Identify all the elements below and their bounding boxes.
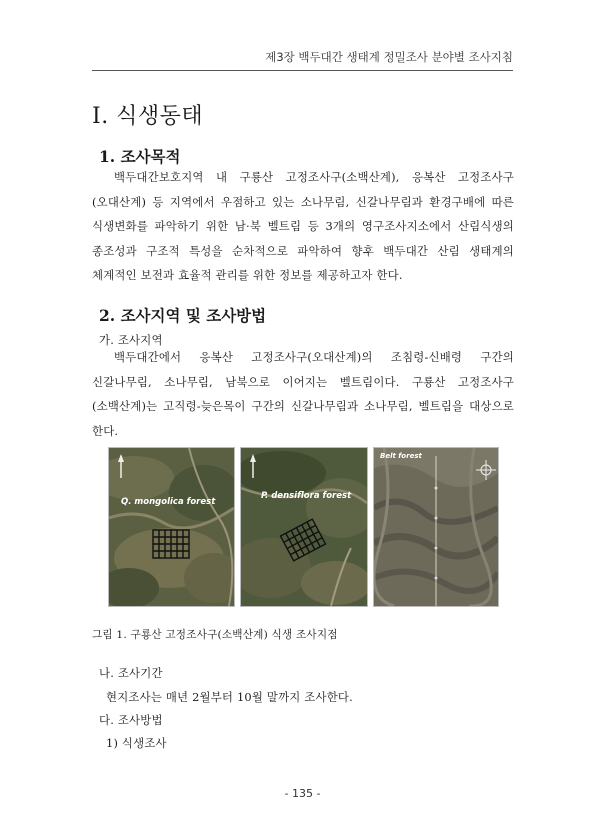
section-2-title: 2. 조사지역 및 조사방법 — [99, 306, 267, 325]
subsection-c-title: 다. 조사방법 — [99, 713, 163, 727]
running-header: 제3장 백두대간 생태계 정밀조사 분야별 조사지침 — [265, 50, 513, 64]
photo-belt — [373, 447, 499, 607]
subsection-b-title: 나. 조사기간 — [99, 666, 163, 680]
subsection-a-title: 가. 조사지역 — [99, 333, 163, 347]
section-1-body: 백두대간보호지역 내 구룡산 고정조사구(소백산계), 응복산 고정조사구(오대산계) 등 지역에서 우점하고 있는 소나무림, 신갈나무림과 환경구배에 따른 식생변화를 파악하기 위한 남·북 벨트림 등 3개의 영구조사지소에서 산림식생의 종조성과 구조적 특성을 순차적으로 파악하여 향후 백두대간 산림 생태계의 체계적인 보전과 효율적 관리를 위한 정보를 제공하고자 한다. — [92, 170, 514, 283]
section-2-body: 백두대간에서 응복산 고정조사구(오대산계)의 조침령-신배령 구간의 신갈나무림, 소나무림, 남북으로 이어지는 벨트림이다. 구룡산 고정조사구(소백산계)는 고직령-늦은목이 구간의 신갈나무림과 소나무림, 벨트림을 대상으로 한다. — [92, 350, 514, 438]
plot-grid-icon — [153, 530, 189, 558]
photo-mongolica — [108, 447, 235, 607]
header-rule — [92, 70, 513, 71]
photo-label-belt: Belt forest — [380, 452, 422, 460]
figure-caption: 그림 1. 구룡산 고정조사구(소백산계) 식생 조사지점 — [92, 629, 338, 641]
chapter-title: Ⅰ. 식생동태 — [92, 104, 204, 129]
page-number: - 135 - — [284, 787, 321, 800]
figure-photos — [104, 442, 501, 612]
photo-label-densiflora: P. densiflora forest — [261, 491, 352, 501]
survey-period-text: 현지조사는 매년 2월부터 10월 말까지 조사한다. — [106, 690, 353, 704]
section-1-title: 1. 조사목적 — [99, 147, 181, 166]
photo-label-mongolica: Q. mongolica forest — [121, 497, 216, 507]
subsection-c1-title: 1) 식생조사 — [106, 736, 167, 750]
photo-densiflora — [240, 447, 368, 607]
